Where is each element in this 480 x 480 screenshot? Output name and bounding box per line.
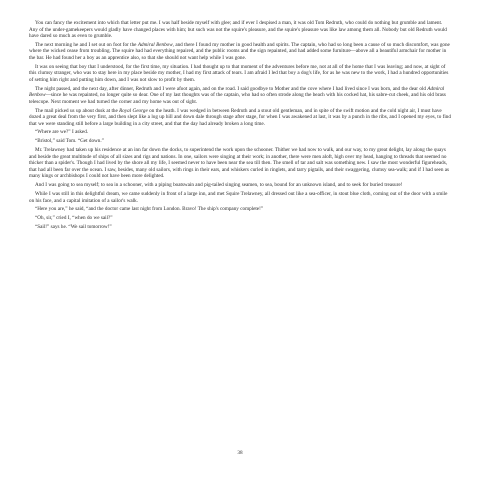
- page-number: 38: [237, 450, 243, 456]
- paragraph: “Oh, sir,” cried I, “when do we sail?”: [35, 215, 113, 222]
- paragraph: While I was still in this delightful dream, we came suddenly in front of a large inn, and met Squire Trelawney, all dressed out like a sea-officer, in stout blue cloth, coming out of the door with a smile on his face, and a capital imitation of a sailor's walk.: [29, 191, 448, 204]
- paragraph: You can fancy the excitement into which that letter put me. I was half beside myself with glee; and if ever I despised a man, it was old Tom Redruth, who could do nothing but grumble and lament. Any of the under-gamekeepers would gladly have changed places with him; but such was not the squire's pleasure, and the squire's pleasure was like law among them all. Nobody but old Redruth would have dared so much as even to grumble.: [29, 20, 447, 39]
- paragraph: It was on seeing that boy that I understood, for the first time, my situation. I had thought up to that moment of the adventures before me, not at all of the home that I was leaving; and now, at sight of this clumsy stranger, who was to stay here in my place beside my mother, I had my first attack of tears. I am afraid I led that boy a dog's life, for as he was new to the work, I had a hundred opportunities of setting him right and putting him down, and I was not slow to profit by them.: [29, 63, 449, 83]
- paragraph: “Where are we?” I asked.: [35, 129, 89, 136]
- paragraph: The night passed, and the next day, after dinner, Redruth and I were afoot again, and on the road. I said goodbye to Mother and the cove where I had lived since I was born, and the dear old Admiral Benbow—since he was repainted, no longer quite so dear. One of my last thoughts was of the captain, who had so often strode along the beach with his cocked hat, his sabre-cut cheek, and his old brass telescope. Next moment we had turned the corner and my home was out of sight.: [29, 85, 446, 105]
- italic-name: Royal George: [119, 107, 148, 114]
- paragraph: The next morning he and I set out on foot for the Admiral Benbow, and there I found my mother in good health and spirits. The captain, who had so long been a cause of so much discomfort, was gone where the wicked cease from troubling. The squire had had everything repaired, and the public rooms and the sign repainted, and had added some furniture—above all a beautiful armchair for mother in the bar. He had found her a boy as an apprentice also, so that she should not want help while I was gone.: [29, 41, 450, 61]
- paragraph: Mr. Trelawney had taken up his residence at an inn far down the docks, to superintend the work upon the schooner. Thither we had now to walk, and our way, to my great delight, lay along the quays and beside the great multitude of ships of all sizes and rigs and nations. In one, sailors were singing at their work; in another, there were men aloft, high over my head, hanging to threads that seemed no thicker than a spider's. Though I had lived by the shore all my life, I seemed never to have been near the sea till then. The smell of tar and salt was something new. I saw the most wonderful figureheads, that had all been far over the ocean. I saw, besides, many old sailors, with rings in their ears, and whiskers curled in ringlets, and tarry pigtails, and their swaggering, clumsy sea-walk; and if I had seen as many kings or archbishops I could not have been more delighted.: [29, 147, 450, 180]
- paragraph: “Sail!” says he. “We sail tomorrow!”: [35, 224, 112, 231]
- italic-name: Admiral Benbow: [29, 85, 445, 99]
- paragraph: “Here you are,” he said, “and the doctor came last night from London. Bravo! The ship's company complete!”: [35, 206, 264, 213]
- paragraph: The mail picked us up about dusk at the Royal George on the heath. I was wedged in between Redruth and a stout old gentleman, and in spite of the swift motion and the cold night air, I must have dozed a great deal from the very first, and then slept like a log up hill and down dale through stage after stage, for when I was awakened at last, it was by a punch in the ribs, and I opened my eyes, to find that we were standing still before a large building in a city street, and that the day had already broken a long time.: [29, 107, 451, 127]
- paragraph: “Bristol,” said Tom. “Get down.”: [35, 138, 104, 145]
- document-body: [29, 20, 452, 233]
- paragraph: And I was going to sea myself; to sea in a schooner, with a piping boatswain and pig-tailed singing seamen, to sea, bound for an unknown island, and to seek for buried treasure!: [35, 182, 403, 189]
- italic-name: Admiral Benbow: [137, 41, 173, 48]
